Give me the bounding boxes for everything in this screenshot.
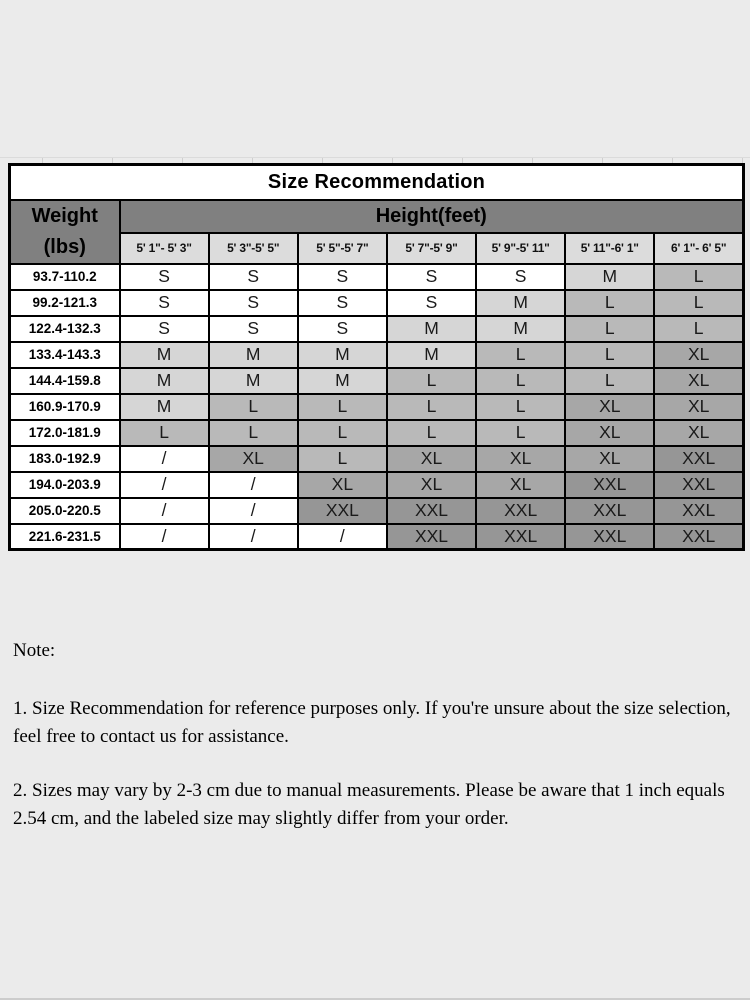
size-cell: XXL bbox=[654, 472, 743, 498]
size-cell: XL bbox=[476, 472, 565, 498]
size-cell: / bbox=[209, 472, 298, 498]
size-cell: XL bbox=[565, 394, 654, 420]
size-cell: S bbox=[120, 316, 209, 342]
size-cell: L bbox=[120, 420, 209, 446]
size-cell: XXL bbox=[298, 498, 387, 524]
size-cell: / bbox=[120, 498, 209, 524]
size-cell: / bbox=[298, 524, 387, 550]
table-row bbox=[10, 290, 744, 316]
size-cell: M bbox=[476, 290, 565, 316]
weight-column-header bbox=[10, 200, 120, 264]
size-cell: XXL bbox=[565, 524, 654, 550]
title-row bbox=[10, 165, 744, 200]
size-cell: L bbox=[209, 394, 298, 420]
size-cell: L bbox=[298, 394, 387, 420]
weight-range-cell: 133.4-143.3 bbox=[10, 342, 120, 368]
size-cell: S bbox=[209, 316, 298, 342]
note-item-1: 1. Size Recommendation for reference purposes only. If you're unsure about the size selection, feel free to contact us for assistance. bbox=[13, 698, 731, 747]
size-cell: XXL bbox=[476, 498, 565, 524]
size-cell: M bbox=[209, 368, 298, 394]
weight-range-cell: 172.0-181.9 bbox=[10, 420, 120, 446]
size-cell: L bbox=[565, 316, 654, 342]
size-cell: S bbox=[120, 290, 209, 316]
weight-range-cell: 160.9-170.9 bbox=[10, 394, 120, 420]
height-range-header-4: 5' 7"-5' 9" bbox=[387, 233, 476, 264]
size-cell: XXL bbox=[654, 446, 743, 472]
table-row bbox=[10, 342, 744, 368]
weight-range-cell: 93.7-110.2 bbox=[10, 264, 120, 290]
size-cell: / bbox=[120, 472, 209, 498]
size-cell: S bbox=[120, 264, 209, 290]
size-cell: L bbox=[387, 420, 476, 446]
size-cell: XXL bbox=[387, 524, 476, 550]
size-cell: L bbox=[565, 342, 654, 368]
size-cell: L bbox=[476, 342, 565, 368]
height-range-header-7: 6' 1"- 6' 5" bbox=[654, 233, 743, 264]
weight-range-cell: 144.4-159.8 bbox=[10, 368, 120, 394]
size-cell: M bbox=[120, 368, 209, 394]
size-recommendation-table bbox=[8, 163, 745, 551]
table-row bbox=[10, 420, 744, 446]
size-cell: M bbox=[387, 342, 476, 368]
weight-range-cell: 99.2-121.3 bbox=[10, 290, 120, 316]
size-cell: M bbox=[387, 316, 476, 342]
size-cell: L bbox=[565, 368, 654, 394]
size-cell: L bbox=[387, 394, 476, 420]
size-cell: XXL bbox=[565, 498, 654, 524]
note-item-2: 2. Sizes may vary by 2-3 cm due to manual measurements. Please be aware that 1 inch equals 2.54 cm, and the labeled size may slightly differ from your order. bbox=[13, 780, 725, 829]
weight-range-cell: 183.0-192.9 bbox=[10, 446, 120, 472]
weight-header-line2: (lbs) bbox=[43, 235, 86, 258]
table-row bbox=[10, 368, 744, 394]
table-row bbox=[10, 472, 744, 498]
size-cell: S bbox=[387, 264, 476, 290]
table-title: Size Recommendation bbox=[10, 165, 744, 200]
size-cell: M bbox=[209, 342, 298, 368]
weight-range-cell: 122.4-132.3 bbox=[10, 316, 120, 342]
size-cell: XXL bbox=[387, 498, 476, 524]
size-cell: L bbox=[476, 394, 565, 420]
note-label: Note: bbox=[13, 640, 56, 661]
size-cell: S bbox=[209, 290, 298, 316]
size-cell: XL bbox=[565, 446, 654, 472]
size-cell: L bbox=[298, 420, 387, 446]
weight-range-cell: 221.6-231.5 bbox=[10, 524, 120, 550]
size-cell: XL bbox=[565, 420, 654, 446]
weight-range-cell: 205.0-220.5 bbox=[10, 498, 120, 524]
size-cell: L bbox=[654, 264, 743, 290]
height-range-header-1: 5' 1"- 5' 3" bbox=[120, 233, 209, 264]
size-cell: / bbox=[120, 446, 209, 472]
size-cell: XL bbox=[476, 446, 565, 472]
size-cell: S bbox=[298, 264, 387, 290]
table-row bbox=[10, 446, 744, 472]
height-range-header-6: 5' 11"-6' 1" bbox=[565, 233, 654, 264]
table-row bbox=[10, 498, 744, 524]
size-cell: M bbox=[298, 368, 387, 394]
table-row bbox=[10, 394, 744, 420]
size-cell: S bbox=[387, 290, 476, 316]
size-cell: L bbox=[298, 446, 387, 472]
table-row bbox=[10, 264, 744, 290]
height-header: Height(feet) bbox=[120, 200, 744, 233]
size-cell: L bbox=[476, 368, 565, 394]
size-cell: / bbox=[209, 524, 298, 550]
size-cell: M bbox=[476, 316, 565, 342]
height-range-header-5: 5' 9"-5' 11" bbox=[476, 233, 565, 264]
size-cell: M bbox=[120, 342, 209, 368]
header-row bbox=[10, 200, 744, 233]
size-cell: XL bbox=[298, 472, 387, 498]
size-cell: M bbox=[298, 342, 387, 368]
size-cell: S bbox=[298, 316, 387, 342]
size-cell: XL bbox=[209, 446, 298, 472]
size-cell: XXL bbox=[654, 498, 743, 524]
size-cell: L bbox=[476, 420, 565, 446]
size-cell: XXL bbox=[476, 524, 565, 550]
size-cell: XL bbox=[387, 446, 476, 472]
size-cell: M bbox=[120, 394, 209, 420]
size-cell: S bbox=[298, 290, 387, 316]
size-cell: XXL bbox=[565, 472, 654, 498]
size-cell: L bbox=[654, 290, 743, 316]
size-cell: L bbox=[387, 368, 476, 394]
height-range-header-row bbox=[10, 233, 744, 264]
size-cell: L bbox=[654, 316, 743, 342]
height-range-header-2: 5' 3"-5' 5" bbox=[209, 233, 298, 264]
table-row bbox=[10, 316, 744, 342]
size-cell: XL bbox=[654, 394, 743, 420]
size-cell: L bbox=[565, 290, 654, 316]
size-cell: XL bbox=[654, 342, 743, 368]
size-cell: M bbox=[565, 264, 654, 290]
table-row bbox=[10, 524, 744, 550]
size-cell: / bbox=[120, 524, 209, 550]
size-cell: XXL bbox=[654, 524, 743, 550]
size-cell: XL bbox=[654, 420, 743, 446]
size-cell: S bbox=[476, 264, 565, 290]
note-section bbox=[13, 637, 736, 833]
size-cell: / bbox=[209, 498, 298, 524]
size-cell: XL bbox=[654, 368, 743, 394]
height-range-header-3: 5' 5"-5' 7" bbox=[298, 233, 387, 264]
size-cell: XL bbox=[387, 472, 476, 498]
weight-header-line1: Weight bbox=[31, 204, 98, 227]
weight-range-cell: 194.0-203.9 bbox=[10, 472, 120, 498]
size-cell: S bbox=[209, 264, 298, 290]
size-cell: L bbox=[209, 420, 298, 446]
